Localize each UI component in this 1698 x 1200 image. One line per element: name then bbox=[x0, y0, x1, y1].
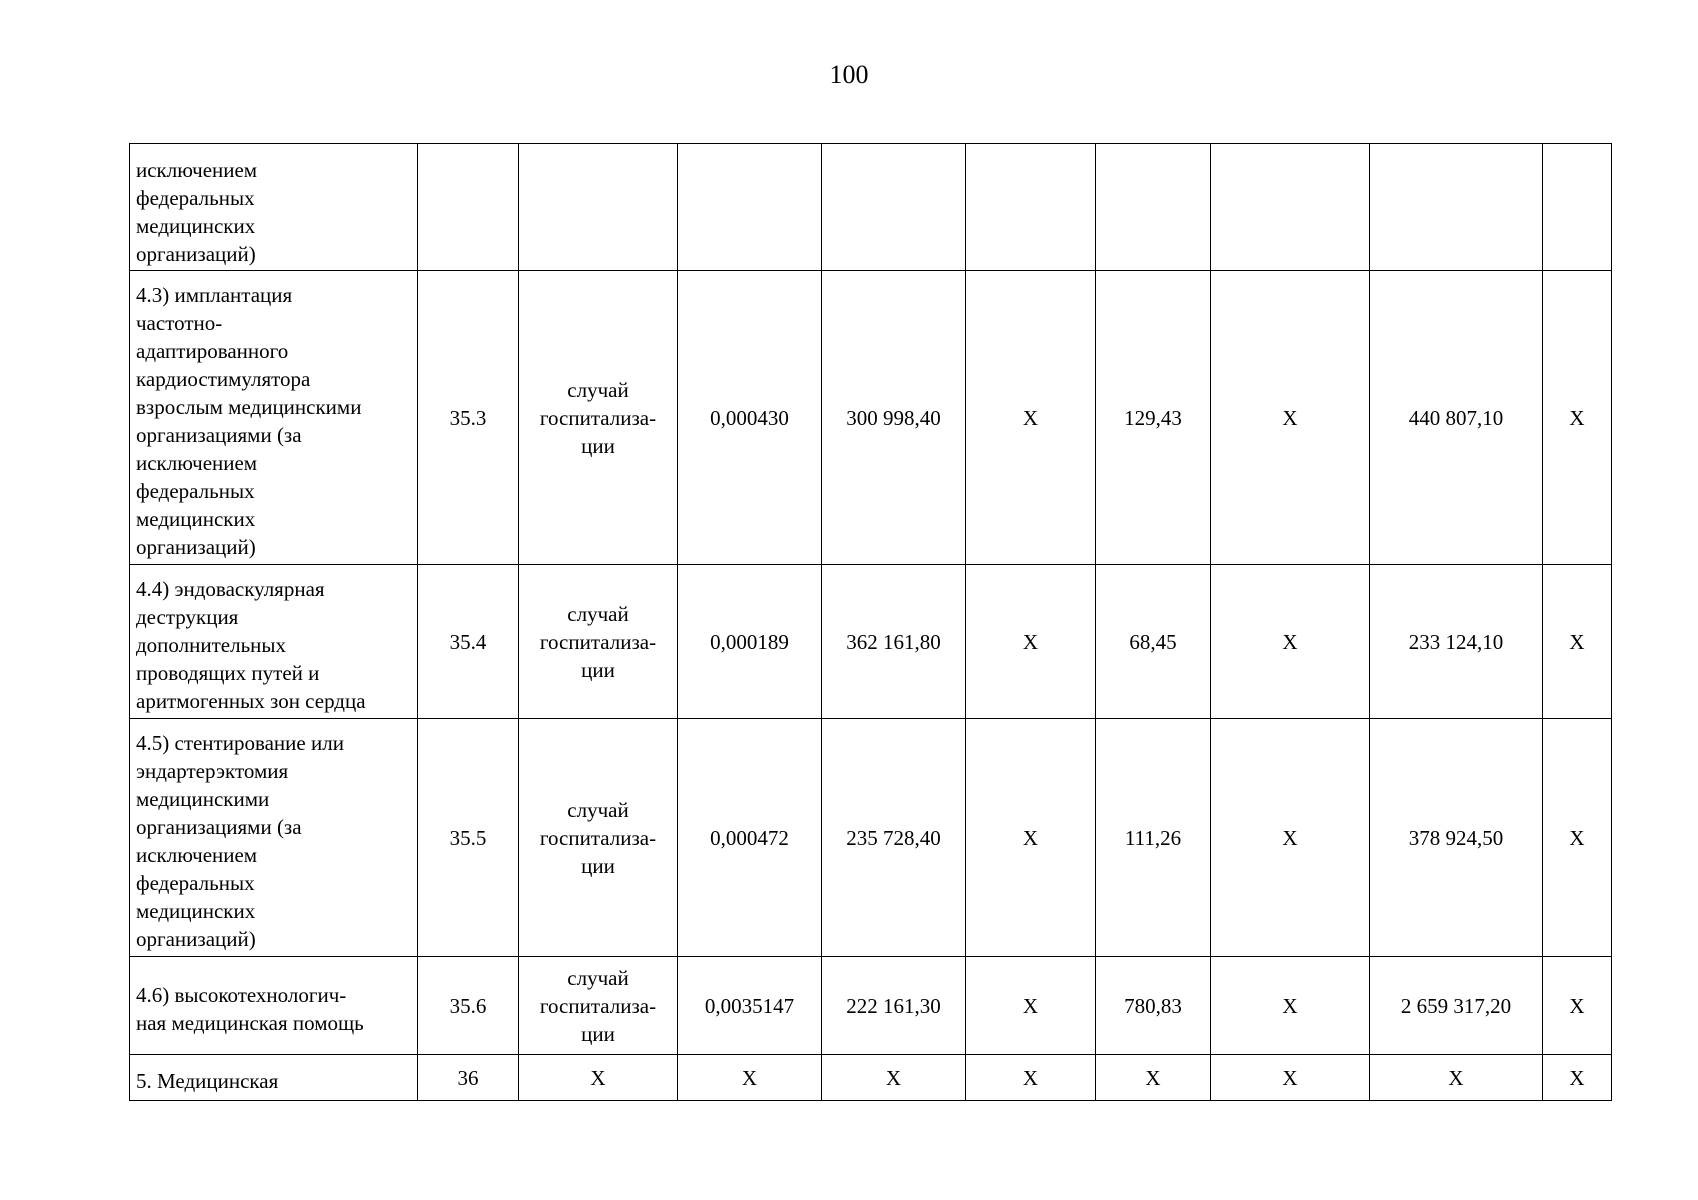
row-col8-cell: X bbox=[1211, 1055, 1370, 1101]
row-cost-cell: 235 728,40 bbox=[822, 719, 966, 957]
row-col7-cell bbox=[1096, 144, 1211, 271]
row-col7-cell: X bbox=[1096, 1055, 1211, 1101]
row-unit-cell: случай госпитализа- ции bbox=[519, 957, 678, 1055]
table-row bbox=[130, 719, 1612, 957]
row-col10-cell: X bbox=[1543, 565, 1612, 719]
row-col8-cell: X bbox=[1211, 719, 1370, 957]
row-col7-cell: 111,26 bbox=[1096, 719, 1211, 957]
row-norm-cell: X bbox=[678, 1055, 822, 1101]
row-code-cell: 35.6 bbox=[418, 957, 519, 1055]
row-code-cell: 35.5 bbox=[418, 719, 519, 957]
row-col6-cell bbox=[966, 144, 1096, 271]
row-col9-cell: 233 124,10 bbox=[1370, 565, 1543, 719]
row-col10-cell bbox=[1543, 144, 1612, 271]
row-cost-cell bbox=[822, 144, 966, 271]
row-name-cell: 4.6) высокотехнологич- ная медицинская помощь bbox=[130, 957, 418, 1055]
row-col10-cell: X bbox=[1543, 957, 1612, 1055]
page-number: 100 bbox=[829, 60, 869, 89]
row-unit-cell: случай госпитализа- ции bbox=[519, 719, 678, 957]
row-col10-cell: X bbox=[1543, 271, 1612, 565]
row-code-cell: 35.4 bbox=[418, 565, 519, 719]
row-name-cell: 5. Медицинская bbox=[130, 1055, 418, 1101]
row-cost-cell: X bbox=[822, 1055, 966, 1101]
row-norm-cell bbox=[678, 144, 822, 271]
table-row bbox=[130, 565, 1612, 719]
row-code-cell: 36 bbox=[418, 1055, 519, 1101]
row-cost-cell: 362 161,80 bbox=[822, 565, 966, 719]
row-col7-cell: 780,83 bbox=[1096, 957, 1211, 1055]
row-code-cell: 35.3 bbox=[418, 271, 519, 565]
table-row bbox=[130, 271, 1612, 565]
row-col8-cell bbox=[1211, 144, 1370, 271]
row-col7-cell: 68,45 bbox=[1096, 565, 1211, 719]
row-col10-cell: X bbox=[1543, 1055, 1612, 1101]
row-col8-cell: X bbox=[1211, 565, 1370, 719]
row-unit-cell: случай госпитализа- ции bbox=[519, 271, 678, 565]
row-name-cell: исключением федеральных медицинских организаций) bbox=[130, 144, 418, 271]
row-name-cell: 4.5) стентирование или эндартерэктомия медицинскими организациями (за исключением федеральных медицинских организаций) bbox=[130, 719, 418, 957]
table-row bbox=[130, 1055, 1612, 1101]
row-col9-cell: 378 924,50 bbox=[1370, 719, 1543, 957]
row-col9-cell bbox=[1370, 144, 1543, 271]
row-col6-cell: X bbox=[966, 957, 1096, 1055]
row-unit-cell: X bbox=[519, 1055, 678, 1101]
row-name-cell: 4.4) эндоваскулярная деструкция дополнительных проводящих путей и аритмогенных зон сердца bbox=[130, 565, 418, 719]
row-unit-cell bbox=[519, 144, 678, 271]
row-col10-cell: X bbox=[1543, 719, 1612, 957]
row-unit-cell: случай госпитализа- ции bbox=[519, 565, 678, 719]
row-col7-cell: 129,43 bbox=[1096, 271, 1211, 565]
row-code-cell bbox=[418, 144, 519, 271]
row-col6-cell: X bbox=[966, 1055, 1096, 1101]
row-norm-cell: 0,000189 bbox=[678, 565, 822, 719]
row-cost-cell: 300 998,40 bbox=[822, 271, 966, 565]
table-row bbox=[130, 957, 1612, 1055]
row-norm-cell: 0,000430 bbox=[678, 271, 822, 565]
row-col6-cell: X bbox=[966, 271, 1096, 565]
row-col6-cell: X bbox=[966, 719, 1096, 957]
row-norm-cell: 0,0035147 bbox=[678, 957, 822, 1055]
row-col9-cell: X bbox=[1370, 1055, 1543, 1101]
row-col8-cell: X bbox=[1211, 271, 1370, 565]
row-col9-cell: 440 807,10 bbox=[1370, 271, 1543, 565]
row-col9-cell: 2 659 317,20 bbox=[1370, 957, 1543, 1055]
row-cost-cell: 222 161,30 bbox=[822, 957, 966, 1055]
row-norm-cell: 0,000472 bbox=[678, 719, 822, 957]
data-table bbox=[129, 143, 1612, 1101]
table-row bbox=[130, 144, 1612, 271]
row-col8-cell: X bbox=[1211, 957, 1370, 1055]
row-col6-cell: X bbox=[966, 565, 1096, 719]
row-name-cell: 4.3) имплантация частотно- адаптированного кардиостимулятора взрослым медицинскими организациями (за исключением федеральных медицинских организаций) bbox=[130, 271, 418, 565]
